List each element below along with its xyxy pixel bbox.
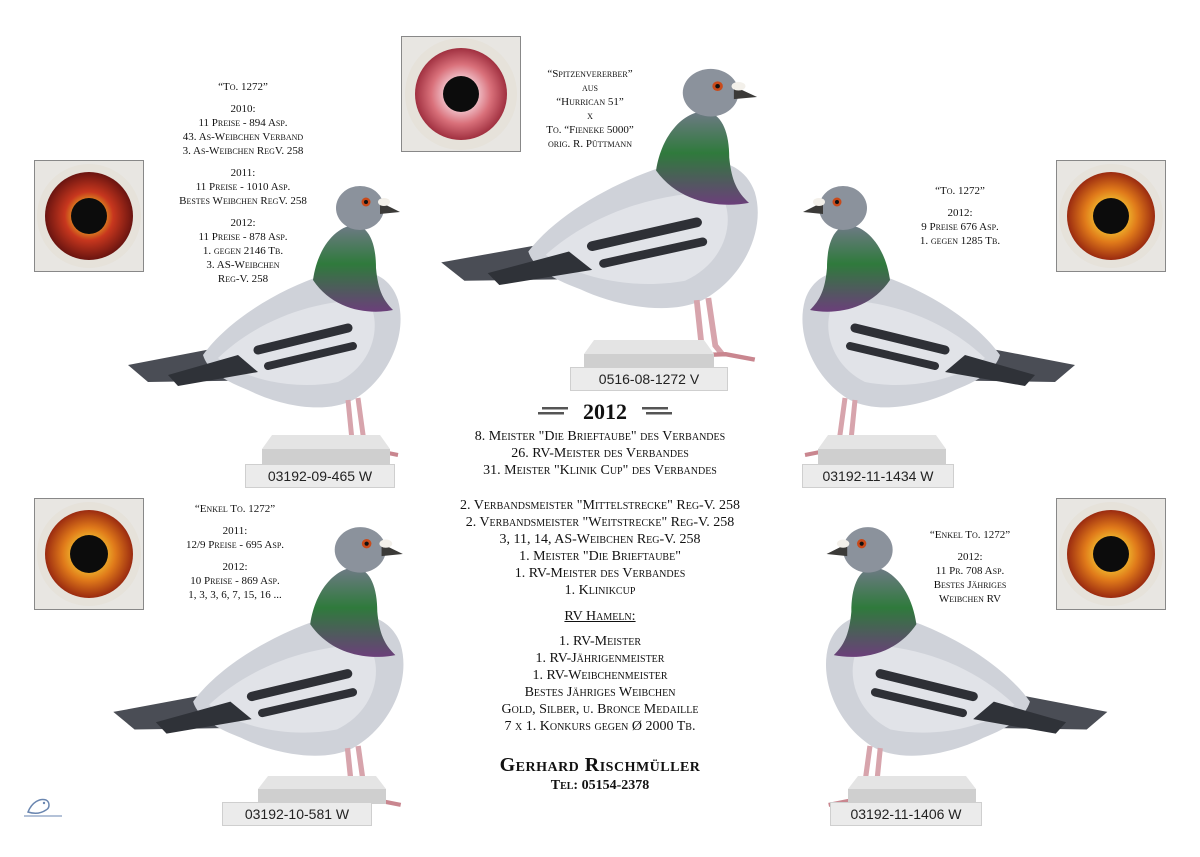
pigeon-bottom-right	[808, 490, 1128, 810]
plate-top-left	[262, 435, 390, 465]
bottom-right-line: 2012:	[957, 551, 983, 563]
rv-title: RV Hameln:	[564, 609, 636, 624]
top-left-line: 2010:	[230, 103, 256, 115]
bottom-right-line: Weibchen RV	[938, 593, 1002, 605]
achievement-line: 3, 11, 14, AS-Weibchen Reg-V. 258	[499, 532, 701, 547]
pigeon-bottom-left	[92, 490, 422, 810]
plate-bottom-left	[258, 776, 386, 804]
year-heading	[530, 398, 680, 426]
top-center-line: “Hurrican 51”	[556, 96, 624, 108]
top-left-line: 43. As-Weibchen Verband	[182, 131, 304, 143]
plate-top-center	[584, 340, 714, 370]
bottom-left-line: 1, 3, 3, 6, 7, 15, 16 ...	[188, 589, 282, 601]
rv-achievement-line: 1. RV-Jährigenmeister	[535, 651, 665, 666]
top-left-line: “To. 1272”	[218, 81, 268, 93]
bottom-left-line: 10 Preise - 869 Asp.	[190, 575, 280, 587]
center-block-2	[390, 497, 810, 599]
breeder-name: Gerhard Rischmüller	[499, 754, 701, 776]
achievement-line: 8. Meister "Die Brieftaube" des Verbandes	[474, 429, 726, 444]
bottom-left-line: 2011:	[222, 525, 248, 537]
top-center-line: To. “Fieneke 5000”	[546, 124, 634, 136]
achievement-line: 1. Meister "Die Brieftaube"	[519, 549, 681, 564]
small-bird-logo-icon	[22, 792, 64, 820]
top-center-line: aus	[581, 82, 598, 94]
top-left-line: 11 Preise - 894 Asp.	[198, 117, 288, 129]
top-right-line: 9 Preise 676 Asp.	[921, 221, 999, 233]
top-center-line: orig. R. Püttmann	[547, 138, 632, 150]
bottom-left-line: “Enkel To. 1272”	[194, 503, 276, 515]
year-text: 2012	[583, 399, 627, 424]
rv-achievement-line: Bestes Jähriges Weibchen	[524, 685, 676, 700]
rv-achievement-line: 1. RV-Meister	[558, 634, 642, 649]
center-block-3	[420, 633, 780, 735]
achievement-line: 31. Meister "Klinik Cup" des Verbandes	[483, 463, 717, 478]
plate-top-right	[818, 435, 946, 465]
bottom-left-line: 2012:	[222, 561, 248, 573]
left-lines-decor	[538, 406, 570, 418]
top-left-line: Reg-V. 258	[217, 273, 269, 285]
top-center-line: x	[587, 110, 593, 122]
rv-achievement-line: 7 x 1. Konkurs gegen Ø 2000 Tb.	[504, 719, 696, 734]
plate-bottom-right	[848, 776, 976, 804]
top-left-line: 2011:	[230, 167, 256, 179]
rv-achievement-line: 1. RV-Weibchenmeister	[532, 668, 668, 683]
ring-label-bottom-right: 03192-11-1406 W	[830, 802, 982, 826]
top-right-line: “To. 1272”	[935, 185, 985, 197]
pigeon-top-left	[108, 150, 418, 460]
rv-achievement-line: Gold, Silber, u. Bronce Medaille	[501, 702, 699, 717]
top-left-line: 2012:	[230, 217, 256, 229]
achievement-line: 2. Verbandsmeister "Weitstrecke" Reg-V. 258	[465, 515, 735, 530]
top-left-line: 3. As-Weibchen RegV. 258	[182, 145, 304, 157]
top-left-line: 1. gegen 2146 Tb.	[202, 245, 284, 257]
top-left-line: Bestes Weibchen RegV. 258	[179, 195, 307, 207]
achievement-line: 1. RV-Meister des Verbandes	[514, 566, 686, 581]
pigeon-top-right	[785, 150, 1095, 460]
achievement-line: 1. Klinikcup	[564, 583, 636, 598]
right-lines-decor	[642, 406, 674, 418]
top-right-line: 1. gegen 1285 Tb.	[919, 235, 1001, 247]
bottom-right-line: “Enkel To. 1272”	[929, 529, 1011, 541]
center-block-1	[400, 428, 800, 479]
top-left-line: 11 Preise - 1010 Asp.	[195, 181, 291, 193]
breeder-phone: Tel: 05154-2378	[550, 778, 650, 793]
ring-label-bottom-left: 03192-10-581 W	[222, 802, 372, 826]
top-right-line: 2012:	[947, 207, 973, 219]
ring-label-top-right: 03192-11-1434 W	[802, 464, 954, 488]
ring-label-top-center: 0516-08-1272 V	[570, 367, 728, 391]
bottom-right-line: 11 Pr. 708 Asp.	[935, 565, 1005, 577]
top-center-line: “Spitzenvererber”	[547, 68, 633, 80]
pigeon-top-center	[418, 30, 778, 365]
achievement-line: 26. RV-Meister des Verbandes	[511, 446, 689, 461]
bottom-left-line: 12/9 Preise - 695 Asp.	[185, 539, 285, 551]
achievement-line: 2. Verbandsmeister "Mittelstrecke" Reg-V. 258	[459, 498, 741, 513]
spacer	[148, 94, 338, 102]
bottom-right-line: Bestes Jähriges	[933, 579, 1007, 591]
top-left-line: 3. AS-Weibchen	[206, 259, 280, 271]
ring-label-top-left: 03192-09-465 W	[245, 464, 395, 488]
top-left-line: 11 Preise - 878 Asp.	[198, 231, 288, 243]
